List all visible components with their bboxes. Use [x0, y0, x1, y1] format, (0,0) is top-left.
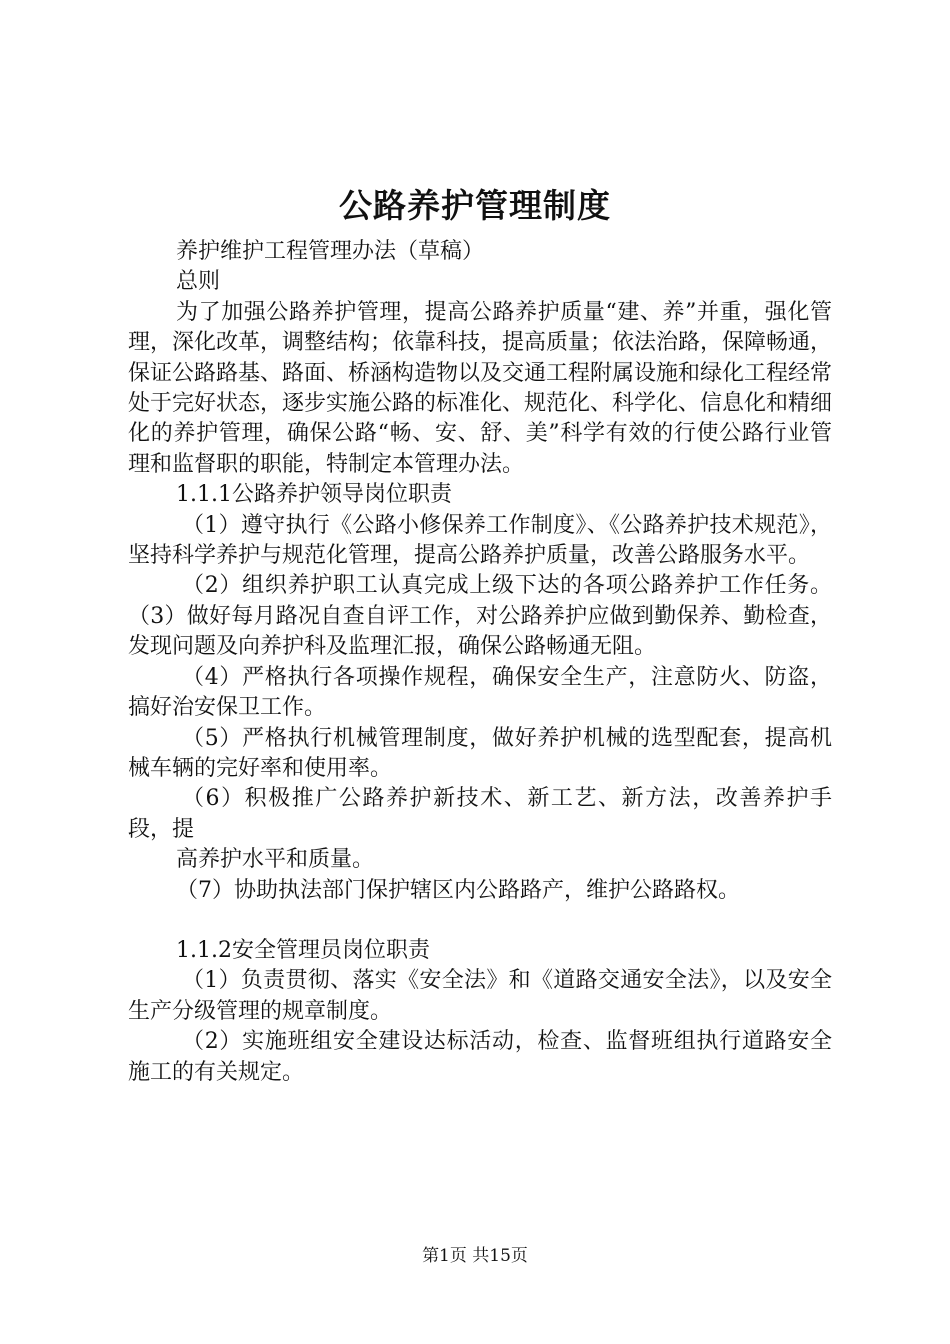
intro-paragraph: 为了加强公路养护管理，提高公路养护质量“建、养”并重，强化管理，深化改革，调整结构；依靠科技，提高质量；依法治路，保障畅通，保证公路路基、路面、桥涵构造物以及交通工程附属设施和绿化工程经常处于完好状态，逐步实施公路的标准化、规范化、科学化、信息化和精细化的养护管理，确保公路“畅、安、舒、美”科学有效的行使公路行业管理和监督职的职能，特制定本管理办法。 — [128, 299, 833, 477]
document-subtitle: 养护维护工程管理办法（草稿） — [176, 239, 485, 264]
section-111-item: 高养护水平和质量。 — [176, 847, 375, 873]
section-111-item: （1）遵守执行《公路小修保养工作制度》、《公路养护技术规范》，坚持科学养护与规范化管理，提高公路养护质量，改善公路服务水平。 — [128, 512, 832, 569]
section-111-heading: 1.1.1公路养护领导岗位职责 — [176, 482, 452, 508]
page-footer: 第1页 共15页 — [422, 1246, 528, 1266]
section-111-item: （4）严格执行各项操作规程，确保安全生产，注意防火、防盗，搞好治安保卫工作。 — [128, 664, 832, 721]
document-body — [128, 237, 832, 1088]
section-111-item: （7）协助执法部门保护辖区内公路路产，维护公路路权。 — [176, 877, 740, 903]
section-111-item: （2）组织养护职工认真完成上级下达的各项公路养护工作任务。（3）做好每月路况自查自评工作，对公路养护应做到勤保养、勤检查，发现问题及向养护科及监理汇报，确保公路畅通无阻。 — [128, 573, 832, 660]
section-111-item: （5）严格执行机械管理制度，做好养护机械的选型配套，提高机械车辆的完好率和使用率。 — [128, 725, 832, 781]
section-112-heading: 1.1.2安全管理员岗位职责 — [176, 937, 430, 963]
section-general-heading: 总则 — [176, 269, 221, 295]
document-title: 公路养护管理制度 — [339, 186, 611, 225]
section-112-item: （1）负责贯彻、落实《安全法》和《道路交通安全法》，以及安全生产分级管理的规章制度。 — [128, 968, 832, 1024]
paragraph-spacer — [128, 906, 832, 936]
section-112-item: （2）实施班组安全建设达标活动，检查、监督班组执行道路安全施工的有关规定。 — [128, 1029, 832, 1085]
section-111-item: （6）积极推广公路养护新技术、新工艺、新方法，改善养护手段，提 — [128, 786, 832, 842]
